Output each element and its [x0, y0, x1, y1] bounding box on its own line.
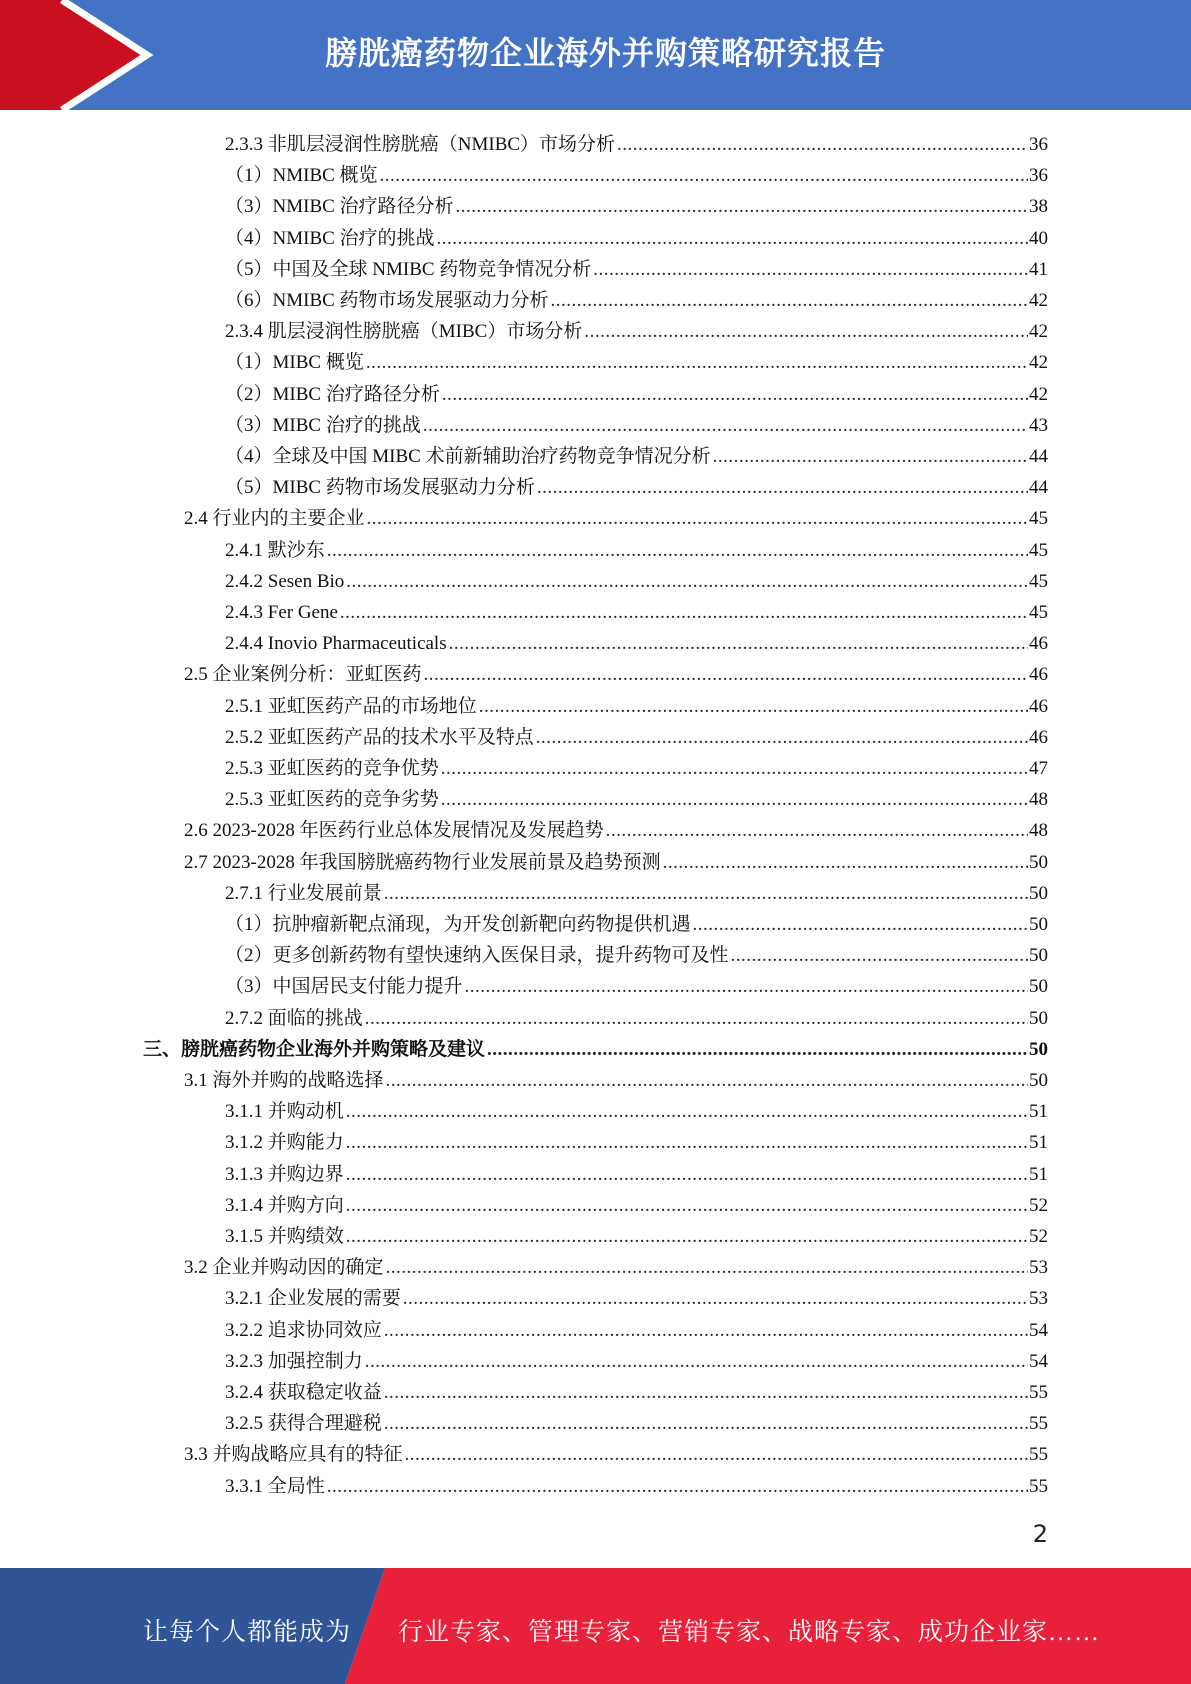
toc-entry-page: 53 [1029, 1257, 1048, 1279]
toc-entry[interactable] [225, 1000, 1048, 1031]
toc-entry-page: 50 [1029, 1070, 1048, 1091]
toc-entry-label: （1）抗肿瘤新靶点涌现，为开发创新靶向药物提供机遇 [225, 914, 691, 935]
toc-entry[interactable] [225, 157, 1048, 188]
toc-leader-dots [536, 726, 1028, 750]
toc-entry[interactable] [143, 1031, 1048, 1062]
toc-entry-page: 45 [1029, 539, 1048, 561]
toc-entry-label: 3.1.3 并购边界 [225, 1163, 344, 1185]
footer-banner [0, 1568, 1191, 1684]
toc-entry[interactable] [184, 500, 1048, 531]
footer-slogan-right: 行业专家、管理专家、营销专家、战略专家、成功企业家…… [398, 1619, 1101, 1646]
toc-entry-label: 3.1 海外并购的战略选择 [184, 1070, 384, 1091]
toc-entry[interactable] [184, 844, 1048, 875]
toc-entry[interactable] [225, 750, 1048, 781]
toc-entry-page: 55 [1029, 1444, 1048, 1466]
toc-leader-dots [693, 913, 1028, 937]
toc-leader-dots [617, 133, 1028, 157]
toc-entry-label: 2.5.1 亚虹医药产品的市场地位 [225, 695, 477, 717]
toc-leader-dots [441, 788, 1028, 812]
toc-entry-label: 2.4.2 Sesen Bio [225, 570, 345, 592]
toc-entry-page: 45 [1029, 508, 1048, 530]
toc-entry[interactable] [184, 1436, 1048, 1467]
toc-entry[interactable] [225, 688, 1048, 719]
toc-entry-page: 50 [1029, 945, 1048, 967]
toc-entry-page: 42 [1029, 352, 1048, 374]
toc-entry[interactable] [225, 563, 1048, 594]
toc-leader-dots [346, 1163, 1028, 1187]
toc-entry[interactable] [225, 1124, 1048, 1155]
toc-entry-page: 50 [1029, 976, 1048, 998]
toc-entry[interactable] [225, 937, 1048, 968]
toc-entry-page: 46 [1029, 664, 1048, 686]
toc-entry-label: （3）NMIBC 治疗路径分析 [225, 196, 454, 218]
toc-entry[interactable] [225, 1312, 1048, 1343]
toc-entry-label: 2.5.3 亚虹医药的竞争优势 [225, 758, 439, 779]
toc-entry-page: 38 [1029, 196, 1048, 218]
toc-leader-dots [713, 445, 1028, 469]
toc-entry-label: 2.4 行业内的主要企业 [184, 508, 365, 530]
toc-entry[interactable] [184, 1249, 1048, 1280]
toc-entry-page: 52 [1029, 1194, 1048, 1216]
toc-leader-dots [384, 1381, 1028, 1405]
toc-entry-label: 3.1.1 并购动机 [225, 1101, 344, 1123]
toc-entry-label: 3.1.2 并购能力 [225, 1132, 344, 1154]
toc-leader-dots [437, 227, 1028, 251]
toc-entry-label: （4）全球及中国 MIBC 术前新辅助治疗药物竞争情况分析 [225, 446, 711, 467]
toc-entry-label: （2）MIBC 治疗路径分析 [225, 383, 440, 405]
toc-entry-page: 46 [1029, 726, 1048, 748]
toc-entry[interactable] [225, 532, 1048, 563]
toc-leader-dots [346, 570, 1028, 594]
toc-entry-page: 44 [1029, 477, 1048, 499]
toc-entry-page: 52 [1029, 1226, 1048, 1247]
toc-entry[interactable] [225, 251, 1048, 282]
toc-entry-page: 51 [1029, 1163, 1048, 1185]
toc-leader-dots [340, 601, 1028, 625]
toc-entry-label: 3.2.3 加强控制力 [225, 1350, 363, 1372]
toc-leader-dots [365, 1350, 1028, 1374]
toc-leader-dots [593, 258, 1028, 282]
toc-entry-label: （6）NMIBC 药物市场发展驱动力分析 [225, 290, 549, 311]
toc-entry-label: 2.4.4 Inovio Pharmaceuticals [225, 633, 447, 655]
toc-entry-label: 2.4.3 Fer Gene [225, 602, 338, 623]
toc-leader-dots [346, 1194, 1028, 1218]
toc-leader-dots [551, 289, 1028, 313]
toc-entry-page: 55 [1029, 1475, 1048, 1497]
toc-entry-page: 53 [1029, 1288, 1048, 1310]
toc-leader-dots [386, 1256, 1028, 1280]
toc-entry-page: 55 [1029, 1413, 1048, 1435]
toc-entry-label: 3.1.4 并购方向 [225, 1194, 344, 1216]
toc-entry[interactable] [225, 1405, 1048, 1436]
toc-entry[interactable] [225, 968, 1048, 999]
toc-entry-page: 50 [1029, 1007, 1048, 1029]
toc-entry-label: 3.2.5 获得合理避税 [225, 1413, 382, 1435]
toc-entry-page: 45 [1029, 570, 1048, 592]
toc-entry[interactable] [225, 344, 1048, 375]
toc-entry-page: 48 [1029, 820, 1048, 842]
footer-slogan-left: 让每个人都能成为 [143, 1619, 352, 1646]
toc-entry[interactable] [225, 469, 1048, 500]
header-banner [0, 0, 1191, 110]
toc-entry-page: 45 [1029, 602, 1048, 623]
toc-leader-dots [537, 476, 1028, 500]
toc-leader-dots [346, 1131, 1028, 1155]
toc-entry[interactable] [184, 812, 1048, 843]
toc-entry[interactable] [225, 1156, 1048, 1187]
toc-entry-page: 50 [1029, 882, 1048, 904]
toc-leader-dots [327, 1475, 1028, 1499]
toc-leader-dots [442, 383, 1028, 407]
toc-entry-label: 2.7 2023-2028 年我国膀胱癌药物行业发展前景及趋势预测 [184, 851, 661, 873]
toc-entry[interactable] [225, 1218, 1048, 1249]
toc-entry[interactable] [225, 719, 1048, 750]
toc-entry[interactable] [225, 313, 1048, 344]
toc-entry-page: 54 [1029, 1319, 1048, 1341]
toc-entry-page: 46 [1029, 695, 1048, 717]
toc-entry-label: （5）中国及全球 NMIBC 药物竞争情况分析 [225, 258, 592, 280]
toc-leader-dots [384, 1412, 1028, 1436]
toc-entry[interactable] [225, 1468, 1048, 1499]
toc-leader-dots [346, 1100, 1028, 1124]
toc-entry[interactable] [225, 625, 1048, 656]
toc-entry-label: 3.2.1 企业发展的需要 [225, 1288, 401, 1310]
toc-entry[interactable] [225, 376, 1048, 407]
toc-leader-dots [380, 164, 1028, 188]
toc-entry-label: 三、膀胱癌药物企业海外并购策略及建议 [143, 1038, 486, 1060]
toc-leader-dots [346, 1225, 1028, 1249]
toc-entry-label: 2.6 2023-2028 年医药行业总体发展情况及发展趋势 [184, 820, 604, 842]
toc-entry[interactable] [225, 781, 1048, 812]
toc-leader-dots [731, 944, 1028, 968]
toc-leader-dots [403, 1287, 1028, 1311]
toc-entry-page: 50 [1029, 914, 1048, 935]
toc-entry[interactable] [225, 1093, 1048, 1124]
toc-entry-label: 2.3.4 肌层浸润性膀胱癌（MIBC）市场分析 [225, 321, 583, 343]
toc-entry-label: 3.1.5 并购绩效 [225, 1226, 344, 1247]
toc-entry-page: 54 [1029, 1350, 1048, 1372]
toc-entry-label: （5）MIBC 药物市场发展驱动力分析 [225, 477, 535, 499]
toc-entry-page: 46 [1029, 633, 1048, 655]
toc-entry-label: 3.2 企业并购动因的确定 [184, 1257, 384, 1279]
toc-leader-dots [386, 1069, 1028, 1093]
toc-entry[interactable] [225, 407, 1048, 438]
toc-leader-dots [424, 663, 1028, 687]
toc-leader-dots [449, 632, 1028, 656]
toc-entry-label: （1）MIBC 概览 [225, 352, 364, 374]
toc-leader-dots [606, 819, 1028, 843]
toc-entry[interactable] [225, 1187, 1048, 1218]
toc-leader-dots [663, 851, 1028, 875]
toc-entry-label: 2.5 企业案例分析：亚虹医药 [184, 664, 422, 686]
toc-entry[interactable] [225, 438, 1048, 469]
toc-entry[interactable] [225, 1343, 1048, 1374]
toc-entry-label: 2.3.3 非肌层浸润性膀胱癌（NMIBC）市场分析 [225, 134, 616, 155]
toc-entry-page: 42 [1029, 321, 1048, 343]
toc-leader-dots [367, 507, 1028, 531]
toc-entry-page: 42 [1029, 383, 1048, 405]
toc-entry-label: （3）中国居民支付能力提升 [225, 976, 463, 998]
toc-leader-dots [384, 882, 1028, 906]
toc-entry-label: （2）更多创新药物有望快速纳入医保目录，提升药物可及性 [225, 945, 729, 967]
toc-entry[interactable] [225, 188, 1048, 219]
toc-entry-page: 44 [1029, 446, 1048, 467]
toc-entry-label: 3.2.4 获取稳定收益 [225, 1382, 382, 1403]
toc-entry-label: 3.2.2 追求协同效应 [225, 1319, 382, 1341]
toc-entry-label: （4）NMIBC 治疗的挑战 [225, 227, 435, 249]
toc-entry-label: 2.7.2 面临的挑战 [225, 1007, 363, 1029]
toc-leader-dots [384, 1319, 1028, 1343]
toc-entry-page: 36 [1029, 134, 1048, 155]
report-title: 膀胱癌药物企业海外并购策略研究报告 [324, 34, 886, 72]
toc-leader-dots [456, 195, 1028, 219]
toc-entry-page: 50 [1029, 1038, 1048, 1060]
toc-entry-label: 3.3 并购战略应具有的特征 [184, 1444, 403, 1466]
toc-entry-page: 51 [1029, 1132, 1048, 1154]
toc-entry-label: （3）MIBC 治疗的挑战 [225, 414, 421, 436]
toc-leader-dots [584, 320, 1028, 344]
toc-entry[interactable] [225, 906, 1048, 937]
toc-entry[interactable] [225, 126, 1048, 157]
toc-leader-dots [479, 695, 1028, 719]
toc-entry[interactable] [184, 1062, 1048, 1093]
toc-entry-page: 50 [1029, 851, 1048, 873]
toc-entry-page: 41 [1029, 258, 1048, 280]
toc-entry-label: 2.4.1 默沙东 [225, 539, 325, 561]
toc-entry[interactable] [225, 220, 1048, 251]
toc-leader-dots [405, 1443, 1028, 1467]
toc-entry-page: 55 [1029, 1382, 1048, 1403]
toc-entry-page: 47 [1029, 758, 1048, 779]
toc-leader-dots [487, 1038, 1028, 1062]
toc-entry-label: 3.3.1 全局性 [225, 1475, 325, 1497]
toc-entry-page: 40 [1029, 227, 1048, 249]
toc-entry[interactable] [225, 875, 1048, 906]
toc-entry-page: 42 [1029, 290, 1048, 311]
toc-leader-dots [423, 414, 1028, 438]
toc-entry[interactable] [225, 1280, 1048, 1311]
toc-leader-dots [366, 351, 1028, 375]
toc-entry-page: 43 [1029, 414, 1048, 436]
toc-leader-dots [365, 1007, 1028, 1031]
toc-leader-dots [327, 539, 1028, 563]
toc-entry-page: 36 [1029, 165, 1048, 187]
toc-leader-dots [441, 757, 1028, 781]
toc-entry-page: 48 [1029, 789, 1048, 811]
toc-entry-label: 2.7.1 行业发展前景 [225, 882, 382, 904]
toc-entry-label: （1）NMIBC 概览 [225, 165, 378, 187]
toc-leader-dots [465, 975, 1028, 999]
toc-entry-label: 2.5.2 亚虹医药产品的技术水平及特点 [225, 726, 534, 748]
toc-entry[interactable] [184, 656, 1048, 687]
toc-entry[interactable] [225, 282, 1048, 313]
toc-entry-label: 2.5.3 亚虹医药的竞争劣势 [225, 789, 439, 811]
toc-entry[interactable] [225, 594, 1048, 625]
toc-entry-page: 51 [1029, 1101, 1048, 1123]
toc-entry[interactable] [225, 1374, 1048, 1405]
page-number: 2 [1032, 1520, 1048, 1548]
